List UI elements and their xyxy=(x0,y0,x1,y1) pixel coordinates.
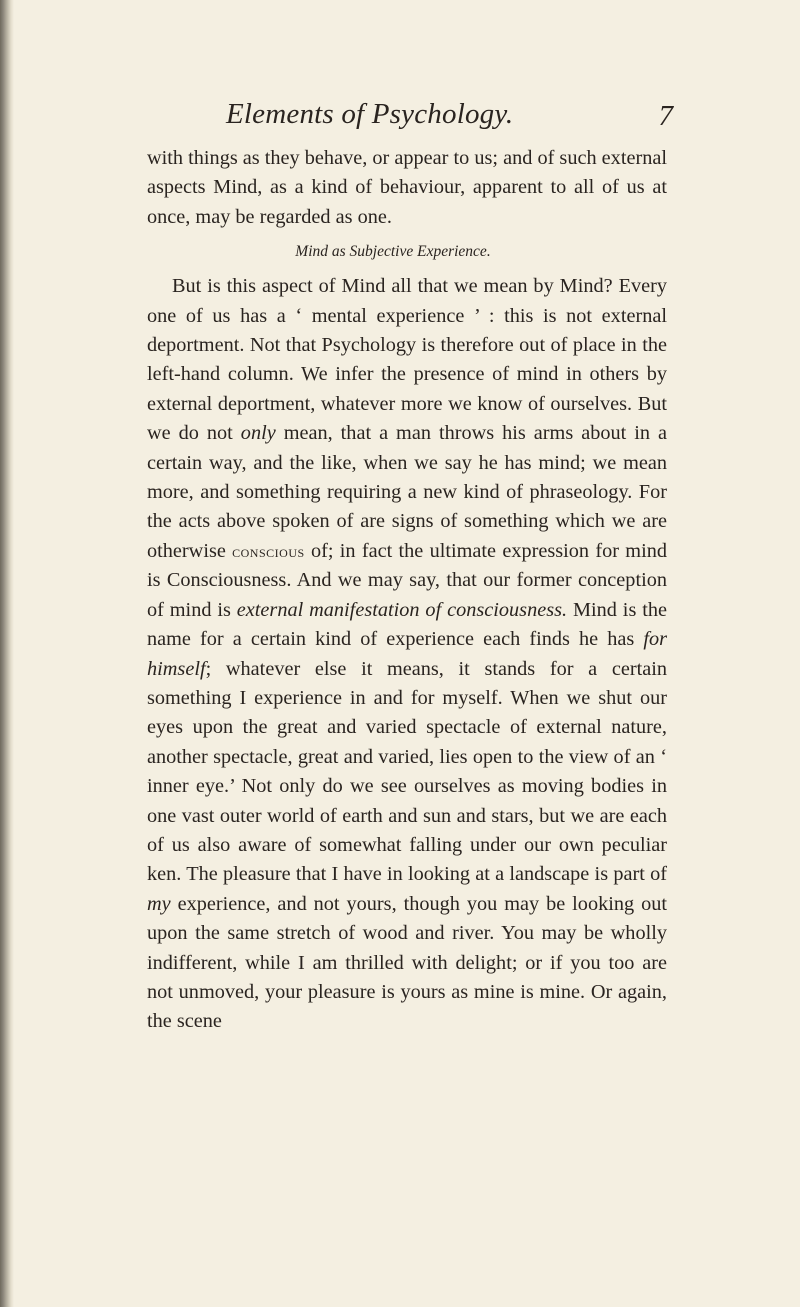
emphasis-only: only xyxy=(240,422,276,445)
running-head xyxy=(147,92,673,144)
paragraph-main xyxy=(147,272,667,1037)
text-run: of; in fact the ultimate expression for mind is Consciousness. And we may say, that our former conception of mind is xyxy=(147,539,667,621)
text-run: Mind is the name for a certain kind of experience each finds he has xyxy=(147,598,667,651)
emphasis-my: my xyxy=(147,892,171,915)
text-run: mean, that a man throws his arms about in a certain way, and the like, when we say he has mind; we mean more, and something requiring a new kind of phraseology. For the acts above spoken of are signs of something which we are otherwise xyxy=(147,422,667,562)
text-run: ; whatever else it means, it stands for a certain something I experience in and for myself. When we shut our eyes upon the great and varied spectacle of external nature, another spectacle, great and varied, lies open to the view of an ‘ inner eye.’ Not only do we see ourselves as moving bodies in one vast outer world of earth and sun and stars, but we are each of us also aware of somewhat falling under our own peculiar ken. The pleasure that I have in looking at a landscape is part of xyxy=(147,657,667,886)
book-page xyxy=(147,92,673,1037)
page-number: 7 xyxy=(658,100,673,132)
text-run: But is this aspect of Mind all that we mean by Mind? Every one of us has a ‘ mental experience ’ : this is not external deportment. Not that Psychology is therefore out of place in the left-hand column. We infer the presence of mind in others by external deportment, whatever more we know of ourselves. But we do not xyxy=(147,275,667,445)
emphasis-external-manifestation: external manifestation of consciousness. xyxy=(236,598,568,621)
text-run: experience, and not yours, though you may be looking out upon the same stretch of wood and river. You may be wholly indifferent, while I am thrilled with delight; or if you too are not unmoved, your pleasure is yours as mine is mine. Or again, the scene xyxy=(147,892,667,1033)
body-text xyxy=(147,144,667,1037)
paragraph-continued: with things as they behave, or appear to us; and of such external aspects Mind, as a kind of behaviour, apparent to all of us at once, may be regarded as one. xyxy=(147,147,667,228)
running-title: Elements of Psychology. xyxy=(226,98,514,130)
emphasis-for-himself: for himself xyxy=(147,628,667,680)
section-heading: Mind as Subjective Experience. xyxy=(295,243,491,261)
small-caps-conscious: conscious xyxy=(232,541,305,561)
book-binding-edge xyxy=(0,0,14,1307)
